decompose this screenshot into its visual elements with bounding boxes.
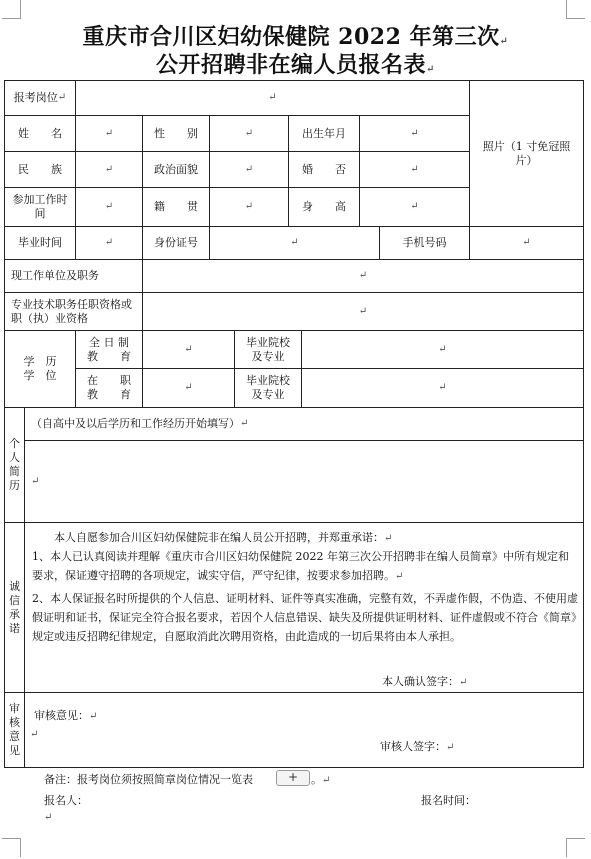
label-gender: 性 别 xyxy=(142,115,210,152)
label-resume: 个人简历 xyxy=(4,407,25,523)
field-fulltime-education[interactable]: ↵ xyxy=(142,330,235,369)
photo-box[interactable]: 照片（1 寸免冠照片） xyxy=(469,80,584,227)
field-phone[interactable]: ↵ xyxy=(469,226,584,260)
resume-hint: （自高中及以后学历和工作经历开始填写） ↵ xyxy=(24,407,584,441)
label-grad-time: 毕业时间 xyxy=(4,226,76,260)
field-political[interactable]: ↵ xyxy=(209,151,289,188)
label-height: 身 高 xyxy=(288,187,360,227)
footer-note: 备注：报考岗位须按照简章岗位情况一览表 xyxy=(44,773,253,786)
review-sign-label: 审核人签字：↵ xyxy=(380,740,455,753)
document-title-line2: 公开招聘非在编人员报名表↵ xyxy=(156,52,435,78)
field-height[interactable]: ↵ xyxy=(359,187,470,227)
review-box xyxy=(24,692,584,768)
label-political: 政治面貌 xyxy=(142,151,210,188)
field-gender[interactable]: ↵ xyxy=(209,115,289,152)
footer-date: 报名时间： xyxy=(421,794,476,807)
label-review: 审核意见 xyxy=(4,692,25,768)
label-fulltime-school: 毕业院校及专业 xyxy=(234,330,302,369)
field-current-work[interactable]: ↵ xyxy=(142,259,584,293)
footer-return-mark: ↵ xyxy=(44,812,53,823)
page-corner-mark xyxy=(2,0,21,19)
label-education: 学 历学 位 xyxy=(4,330,76,408)
field-id-number[interactable]: ↵ xyxy=(209,226,380,260)
label-fulltime-education: 全 日 制教 育 xyxy=(75,330,143,369)
label-marital: 婚 否 xyxy=(288,151,360,188)
label-current-work: 现工作单位及职务 xyxy=(4,259,143,293)
label-phone: 手机号码 xyxy=(379,226,470,260)
field-native-place[interactable]: ↵ xyxy=(209,187,289,227)
field-parttime-school[interactable]: ↵ xyxy=(301,368,584,408)
field-grad-time[interactable]: ↵ xyxy=(75,226,143,260)
pledge-item1: 1、本人已认真阅读并理解《重庆市合川区妇幼保健院 2022 年第三次公开招聘非在编人员简章》中所有规定和要求，保证遵守招聘的各项规定，诚实守信，严守纪律，按要求参加招聘。↵ xyxy=(32,550,569,582)
field-marital[interactable]: ↵ xyxy=(359,151,470,188)
field-position[interactable]: ↵ xyxy=(75,80,470,116)
footer-applicant: 报名人： xyxy=(44,794,88,807)
pledge-intro: 本人自愿参加合川区妇幼保健院非在编人员公开招聘，并郑重承诺：↵ xyxy=(54,531,393,544)
label-id-number: 身份证号 xyxy=(142,226,210,260)
footer-note-tail: 。↵ xyxy=(311,773,331,786)
field-resume[interactable]: ↵ xyxy=(24,440,584,523)
add-row-button[interactable]: + xyxy=(276,770,310,786)
page-corner-mark xyxy=(2,838,21,857)
review-return-mark: ↵ xyxy=(30,729,39,740)
page-corner-mark xyxy=(566,0,585,19)
field-birth[interactable]: ↵ xyxy=(359,115,470,152)
field-fulltime-school[interactable]: ↵ xyxy=(301,330,584,369)
field-ethnicity[interactable]: ↵ xyxy=(75,151,143,188)
label-parttime-education: 在 职教 育 xyxy=(75,368,143,408)
field-name[interactable]: ↵ xyxy=(75,115,143,152)
label-ethnicity: 民 族 xyxy=(4,151,76,188)
field-parttime-education[interactable]: ↵ xyxy=(142,368,235,408)
pledge-sign-label: 本人确认签字：↵ xyxy=(382,675,468,688)
label-name: 姓 名 xyxy=(4,115,76,152)
label-native-place: 籍 贯 xyxy=(142,187,210,227)
label-qualification: 专业技术职务任职资格或职（执）业资格 xyxy=(4,292,143,331)
label-position: 报考岗位 ↵ xyxy=(4,80,76,116)
document-title-line1: 重庆市合川区妇幼保健院 2022 年第三次↵ xyxy=(82,24,509,50)
field-qualification[interactable]: ↵ xyxy=(142,292,584,331)
pledge-item2: 2、本人保证报名时所提供的个人信息、证明材料、证件等真实准确，完整有效，不弄虚作假，不伪造、不使用虚假证明和证书，保证完全符合报名要求，若因个人信息错误、缺失及所提供证明材料、证件虚假或不符合《简章》规定或违反招聘纪律规定，自愿取消此次聘用资格，由此造成的一切后果将由本人承担。 xyxy=(32,592,578,643)
label-birth: 出生年月 xyxy=(288,115,360,152)
label-work-start: 参加工作时 间 xyxy=(4,187,76,227)
label-parttime-school: 毕业院校及专业 xyxy=(234,368,302,408)
review-opinion-label: 审核意见：↵ xyxy=(34,709,98,722)
label-pledge: 诚信承诺 xyxy=(4,522,25,693)
page-corner-mark xyxy=(566,838,585,857)
field-work-start[interactable]: ↵ xyxy=(75,187,143,227)
